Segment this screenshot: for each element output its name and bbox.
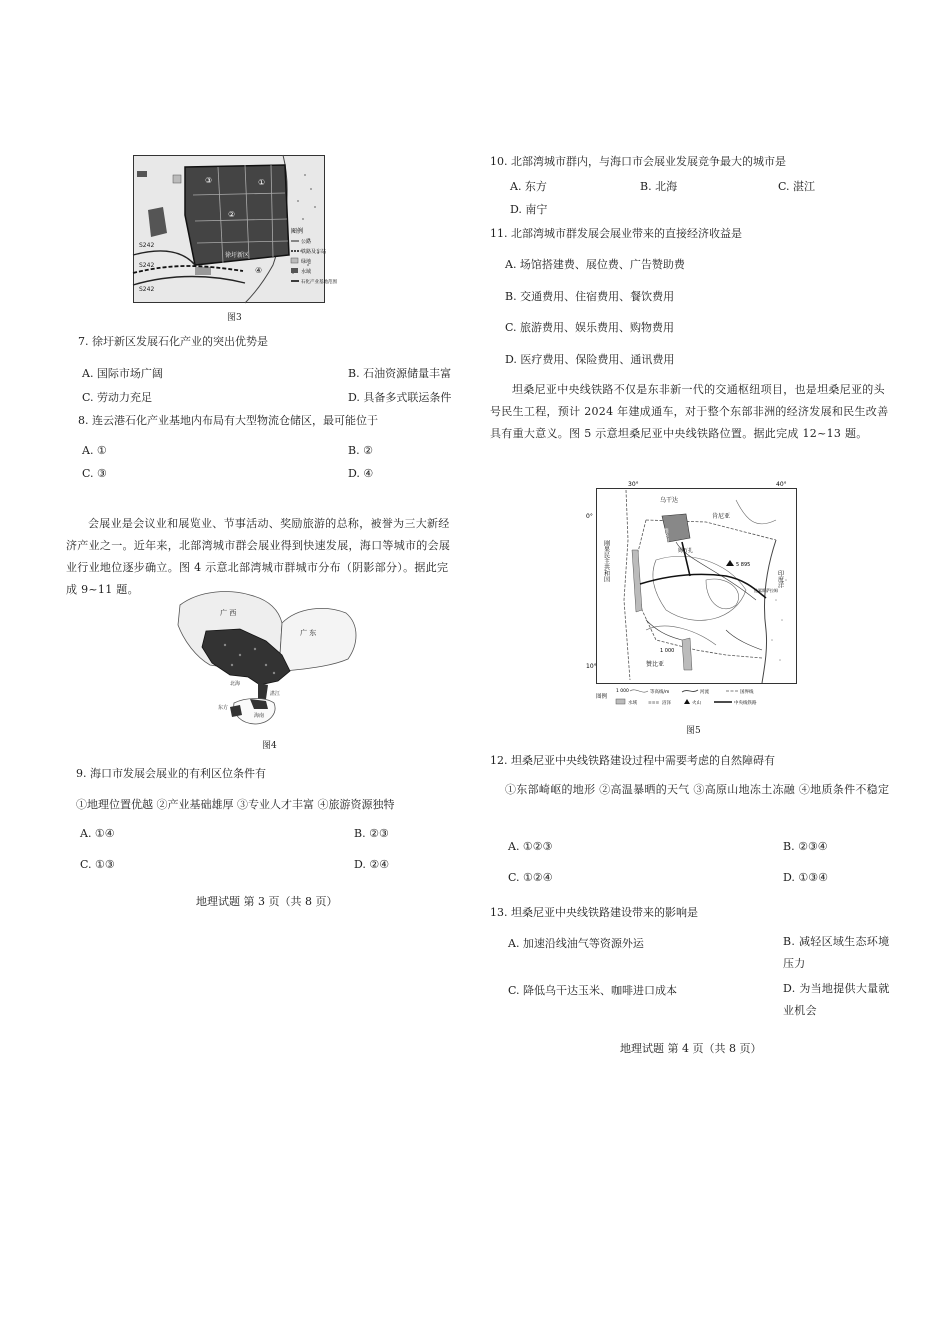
svg-text:公路: 公路 [301,239,312,245]
lake-label: 维多利亚湖 [663,528,669,553]
svg-text:火山: 火山 [692,701,701,706]
q11-option-d: D. 医疗费用、保险费用、通讯费用 [505,353,675,366]
svg-text:国界线: 国界线 [740,690,754,695]
question-12-stem: 12. 坦桑尼亚中央线铁路建设过程中需要考虑的自然障碍有 [490,754,775,767]
region-label: 广 西 [220,609,237,617]
q10-option-d: D. 南宁 [510,203,548,216]
q9-option-a: A. ①④ [80,827,115,840]
svg-text:铁路及车站: 铁路及车站 [301,249,327,255]
svg-text:等高线/m: 等高线/m [650,690,670,695]
q10-option-a: A. 东方 [510,180,547,193]
intro-paragraph-12-13: 坦桑尼亚中央线铁路不仅是东非新一代的交通枢纽项目，也是坦桑尼亚的头号民生工程，预计 2024 年建成通车，对于整个东部非洲的经济发展和民生改善具有重大意义。图 5 示意坦桑尼亚中央线铁路位置。据此完成 12~13 题。 [490,383,889,440]
ocean-label: 印度洋 [776,570,784,588]
figure-4-caption: 图4 [262,741,277,751]
q12-option-a: A. ①②③ [508,840,553,853]
figure-3-map [133,155,337,303]
svg-text:图例: 图例 [596,694,608,700]
q11-option-a: A. 场馆搭建费、展位费、广告赞助费 [505,258,685,271]
city-label: 姆万扎 [678,548,694,554]
question-13-stem: 13. 坦桑尼亚中央线铁路建设带来的影响是 [490,906,698,919]
contour-label: 1 000 [660,648,675,654]
question-10-stem: 10. 北部湾城市群内，与海口市会展业发展竞争最大的城市是 [490,155,786,168]
lon-label: 30° [628,481,639,488]
svg-text:绿地: 绿地 [301,259,312,265]
svg-text:石化产业基地范围: 石化产业基地范围 [301,280,337,285]
zone-label: ① [258,178,266,187]
lat-label: 10° [586,663,597,670]
figure-5-map [586,480,802,710]
figure-3-caption: 图3 [227,313,242,323]
svg-text:水域: 水域 [628,701,637,706]
country-label: 乌干达 [660,497,679,504]
q13-option-a: A. 加速沿线油气等资源外运 [508,937,644,950]
question-8-stem: 8. 连云港石化产业基地内布局有大型物流仓储区，最可能位于 [78,414,378,427]
svg-text:水域: 水域 [301,269,312,275]
city-label: 东方 [218,705,229,711]
road-label: S242 [139,242,155,249]
q11-option-b: B. 交通费用、住宿费用、餐饮费用 [505,290,675,303]
q12-statements: ①东部崎岖的地形 ②高温暴晒的天气 ③高原山地冻土冻融 ④地质条件不稳定 [505,783,890,796]
q8-option-b: B. ② [348,444,373,457]
question-9-stem: 9. 海口市发展会展业的有利区位条件有 [76,767,266,780]
road-label: S242 [139,286,155,293]
q12-option-d: D. ①③④ [783,871,829,884]
q13-option-b: B. 减轻区域生态环境压力 [783,935,890,970]
q9-statements: ①地理位置优越 ②产业基础雄厚 ③专业人才丰富 ④旅游资源独特 [76,798,395,811]
svg-text:图例: 图例 [291,228,304,235]
q12-option-c: C. ①②④ [508,871,553,884]
zone-label: ③ [205,176,213,185]
q11-option-c: C. 旅游费用、娱乐费用、购物费用 [505,321,675,334]
svg-text:河流: 河流 [700,690,709,695]
city-label: 北海 [230,681,241,687]
region-label: 广 东 [300,629,317,637]
region-label: 海南 [254,713,265,719]
q8-option-d: D. ④ [348,467,374,480]
figure-5-caption: 图5 [686,726,701,736]
country-label: 刚果民主共和国 [602,540,610,582]
question-11-stem: 11. 北部湾城市群发展会展业带来的直接经济收益是 [490,227,742,240]
q7-option-c: C. 劳动力充足 [82,391,153,404]
zone-label: ④ [255,266,263,275]
elevation-label: 5 895 [736,562,751,568]
road-label: S242 [139,262,155,269]
city-label: 达累斯萨拉姆 [754,588,778,593]
q13-option-d: D. 为当地提供大量就业机会 [783,982,890,1017]
q7-option-d: D. 具备多式联运条件 [348,391,452,404]
question-7-stem: 7. 徐圩新区发展石化产业的突出优势是 [78,335,268,348]
intro-paragraph-9-11: 会展业是会议业和展览业、节事活动、奖励旅游的总称，被誉为三大新经济产业之一。近年来，北部湾城市群会展业得到快速发展，海口等城市的会展业行业地位逐步确立。图 4 示意北部湾城市群城市分布（阴影部分）。据此完成 9~11 题。 [66,517,451,596]
svg-text:≡≡≡: ≡≡≡ [648,701,660,706]
q10-option-c: C. 湛江 [778,180,816,193]
lat-label: 0° [586,513,593,520]
zone-label: ② [228,210,236,219]
q10-option-b: B. 北海 [640,180,678,193]
q8-option-c: C. ③ [82,467,107,480]
q7-option-a: A. 国际市场广阔 [82,367,163,380]
place-label: 徐圩新区 [225,252,250,259]
q8-option-a: A. ① [82,444,107,457]
page-3-footer: 地理试题 第 3 页（共 8 页） [196,895,338,908]
figure-5-legend [596,688,757,706]
svg-text:1 000: 1 000 [616,689,629,694]
svg-text:沼泽: 沼泽 [662,701,671,706]
q9-option-b: B. ②③ [354,827,389,840]
q9-option-d: D. ②④ [354,858,390,871]
q13-option-c: C. 降低乌干达玉米、咖啡进口成本 [508,984,678,997]
country-label: 赞比亚 [646,661,665,668]
q7-option-b: B. 石油资源储量丰富 [348,367,452,380]
city-label: 湛江 [270,691,281,697]
country-label: 肯尼亚 [712,513,731,520]
lon-label: 40° [776,481,787,488]
figure-4-map [170,585,362,725]
q9-option-c: C. ①③ [80,858,115,871]
page-4-footer: 地理试题 第 4 页（共 8 页） [620,1042,762,1055]
q12-option-b: B. ②③④ [783,840,828,853]
svg-text:中央线铁路: 中央线铁路 [734,701,757,706]
